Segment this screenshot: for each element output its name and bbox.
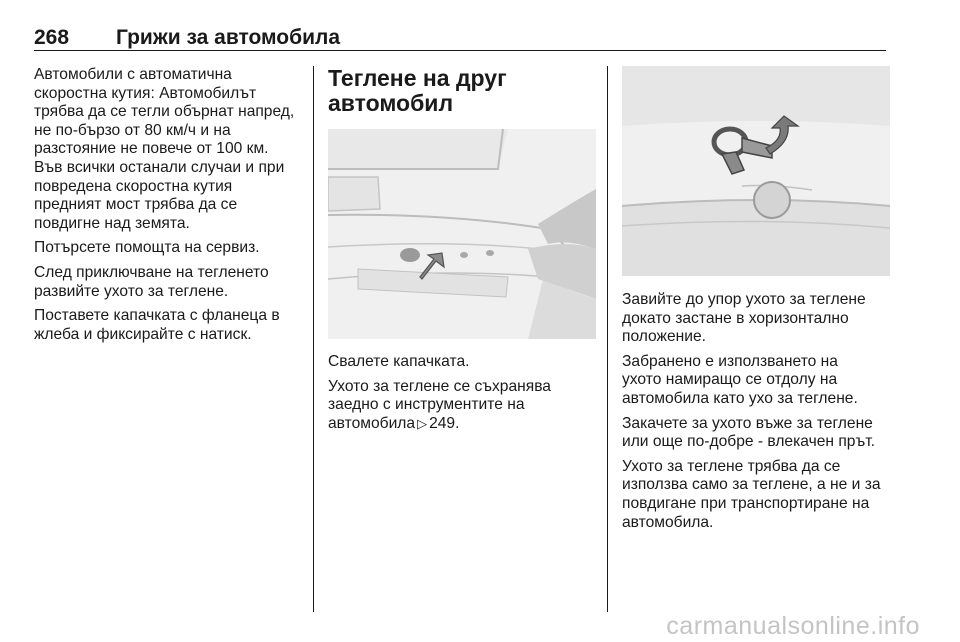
paragraph xyxy=(328,378,596,434)
paragraph: Закачете за ухото въже за теглене или още по-добре - влекачен прът. xyxy=(622,414,875,451)
page-reference[interactable]: 249. xyxy=(429,414,460,432)
column-3 xyxy=(622,66,890,538)
column-2 xyxy=(328,66,596,439)
column-divider xyxy=(313,66,314,612)
page-title: Грижи за автомобила xyxy=(116,26,341,49)
paragraph-text: Ухото за теглене се съхранява заедно с инструментите на автомобила xyxy=(328,377,551,432)
paragraph: Забранено е използването на ухото намиращо се отдолу на автомобила като ухо за теглене. xyxy=(622,352,858,407)
paragraph: Потърсете помощта на сервиз. xyxy=(34,239,260,257)
towing-eye-illustration xyxy=(622,66,890,276)
column-divider xyxy=(607,66,608,612)
page-header xyxy=(34,26,886,51)
paragraph: След приключване на тегленето развийте ухото за теглене. xyxy=(34,263,269,300)
paragraph: Ухото за теглене трябва да се използва само за теглене, а не и за повдигане при транспортиране на автомобила. xyxy=(622,457,881,531)
page-number: 268 xyxy=(34,26,70,49)
paragraph: Завийте до упор ухото за теглене докато застане в хоризонтално положение. xyxy=(622,291,866,346)
paragraph: Автомобили с автоматична скоростна кутия: Автомобилът трябва да се тегли обърнат напред, не по-бързо от 80 км/ч и на разстояние не повече от 100 км. Във всички останали случаи и при повредена скоростна кутия предният мост трябва да се повдигне над земята. xyxy=(34,66,295,232)
paragraph: Поставете капачката с фланеца в жлеба и фиксирайте с натиск. xyxy=(34,307,280,343)
section-heading: Теглене на друг автомобил xyxy=(328,65,507,116)
watermark: carmanualsonline.info xyxy=(666,612,920,640)
column-1 xyxy=(34,66,302,350)
arrow-reference-icon: ▷ xyxy=(417,415,428,431)
rear-bumper-cap-illustration xyxy=(328,129,596,339)
paragraph: Свалете капачката. xyxy=(328,353,470,370)
